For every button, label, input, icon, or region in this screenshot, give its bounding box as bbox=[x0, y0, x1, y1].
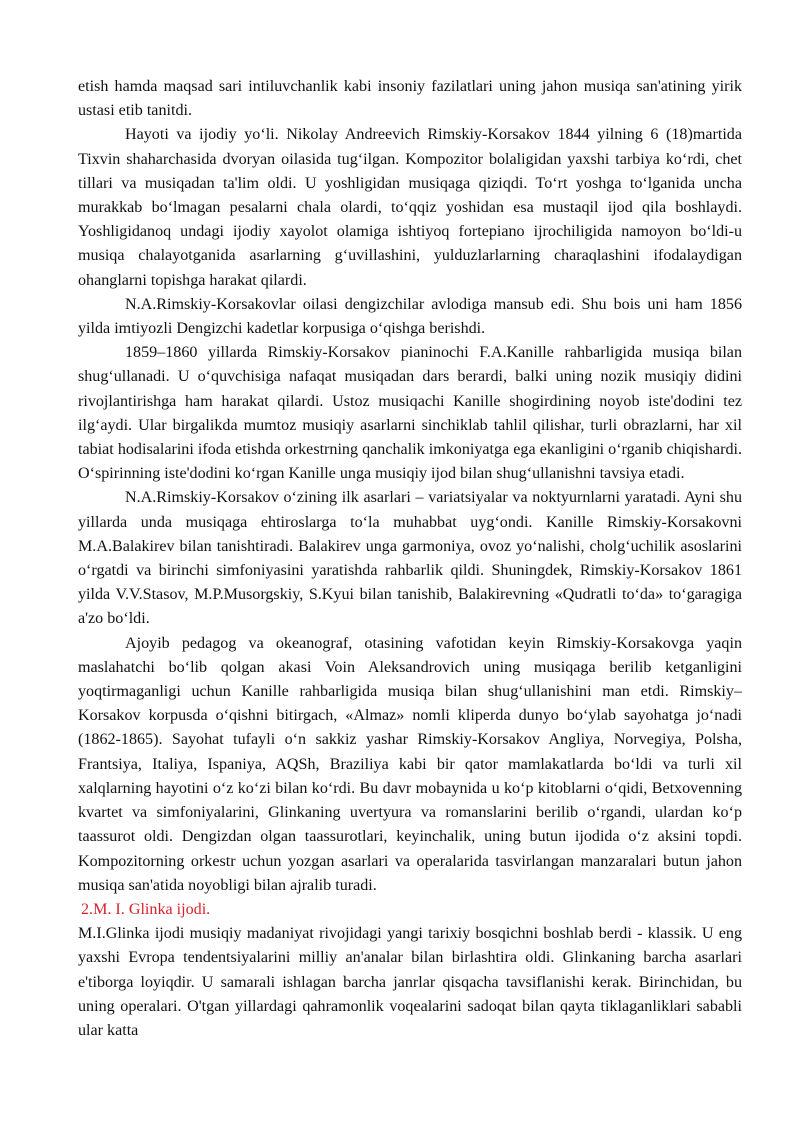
paragraph-voyage: Ajoyib pedagog va okeanograf, otasining vafotidan keyin Rimskiy-Korsakovga yaqin maslahatchi boʻlib qolgan akasi Voin Aleksandrovich uning musiqaga berilib ketganligini yoqtirmaganligi uchun Kanille rahbarligida musiqa bilan shugʻullanishini man etdi. Rimskiy–Korsakov korpusda oʻqishni bitirgach, «Almaz» nomli kliperda dunyo boʻylab sayohatga joʻnadi (1862-1865). Sayohat tufayli oʻn sakkiz yashar Rimskiy-Korsakov Angliya, Norvegiya, Polsha, Frantsiya, Italiya, Ispaniya, AQSh, Braziliya kabi bir qator mamlakatlarda boʻldi va turli xil xalqlarning hayotini oʻz koʻzi bilan koʻrdi. Bu davr mobaynida u koʻp kitoblarni oʻqidi, Betxovenning kvartet va simfoniyalarini, Glinkaning uvertyura va romanslarini berilib oʻrgandi, ulardan koʻp taassurot oldi. Dengizdan olgan taassurotlari, keyinchalik, uning butun ijodida oʻz aksini topdi. Kompozitorning orkestr uchun yozgan asarlari va operalarida tasvirlangan manzaralari butun jahon musiqa san'atida noyobligi bilan ajralib turadi. bbox=[78, 634, 742, 894]
document-page bbox=[78, 75, 742, 1043]
paragraph-family: N.A.Rimskiy-Korsakovlar oilasi dengizchilar avlodiga mansub edi. Shu bois uni ham 1856 yilda imtiyozli Dengizchi kadetlar korpusiga oʻqishga berishdi. bbox=[78, 295, 742, 338]
paragraph-intro-continuation: etish hamda maqsad sari intiluvchanlik kabi insoniy fazilatlari uning jahon musiqa san'atining yirik ustasi etib tanitdi. bbox=[78, 78, 742, 120]
paragraph-kanille-studies: 1859–1860 yillarda Rimskiy-Korsakov pianinochi F.A.Kanille rahbarligida musiqa bilan shugʻullanadi. U oʻquvchisiga nafaqat musiqadan dars berardi, balki uning nozik musiqiy didini rivojlantirishga ham harakat qilardi. Ustoz musiqachi Kanille shogirdining noyob iste'dodini tez ilgʻaydi. Ular birgalikda mumtoz musiqiy asarlarni sinchiklab tahlil qilishar, turli obrazlarni, har xil tabiat hodisalarini ifoda etishda orkestrning qanchalik imkoniyatga ega ekanligini oʻrganib chiqishardi. Oʻspirinning iste'dodini koʻrgan Kanille unga musiqiy ijod bilan shugʻullanishni tavsiya etadi. bbox=[78, 344, 742, 483]
paragraph-life-and-work: Hayoti va ijodiy yoʻli. Nikolay Andreevich Rimskiy-Korsakov 1844 yilning 6 (18)martida Tixvin shaharchasida dvoryan oilasida tugʻilgan. Kompozitor bolaligidan yaxshi tarbiya koʻrdi, chet tillari va musiqadan ta'lim oldi. U yoshligidan musiqaga qiziqdi. Toʻrt yoshga toʻlganida uncha murakkab boʻlmagan pesalarni chala olardi, toʻqqiz yoshidan esa mustaqil ijod qila boshlaydi. Yoshligidanoq undagi ijodiy xayolot olamiga ishtiyoq fortepiano ijrochiligida namoyon boʻldi-u musiqa chalayotganida asarlarning gʻuvillashini, yulduzlarlarning charaqlashini ifodalaydigan ohanglarni topishga harakat qilardi. bbox=[78, 126, 742, 289]
paragraph-glinka-intro: M.I.Glinka ijodi musiqiy madaniyat rivojidagi yangi tarixiy bosqichni boshlab berdi - klassik. U eng yaxshi Evropa tendentsiyalarini milliy an'analar bilan birlashtira oldi. Glinkaning barcha asarlari e'tiborga loyiqdir. U samarali ishlagan barcha janrlar qisqacha tavsiflanishi kerak. Birinchidan, bu uning operalari. O'tgan yillardagi qahramonlik voqealarini sadoqat bilan qayta tiklaganliklari sababli ular katta bbox=[78, 925, 742, 1039]
paragraph-first-works: N.A.Rimskiy-Korsakov oʻzining ilk asarlari – variatsiyalar va noktyurnlarni yaratadi. Ayni shu yillarda unda musiqaga ehtiroslarga toʻla muhabbat uygʻondi. Kanille Rimskiy-Korsakovni M.A.Balakirev bilan tanishtiradi. Balakirev unga garmoniya, ovoz yoʻnalishi, cholgʻuchilik asoslarini oʻrgatdi va birinchi simfoniyasini yaratishda rahbarlik qildi. Shuningdek, Rimskiy-Korsakov 1861 yilda V.V.Stasov, M.P.Musorgskiy, S.Kyui bilan tanishib, Balakirevning «Qudratli toʻda» toʻgaragiga a'zo boʻldi. bbox=[78, 489, 742, 628]
section-heading-glinka: 2.M. I. Glinka ijodi. bbox=[81, 900, 211, 918]
